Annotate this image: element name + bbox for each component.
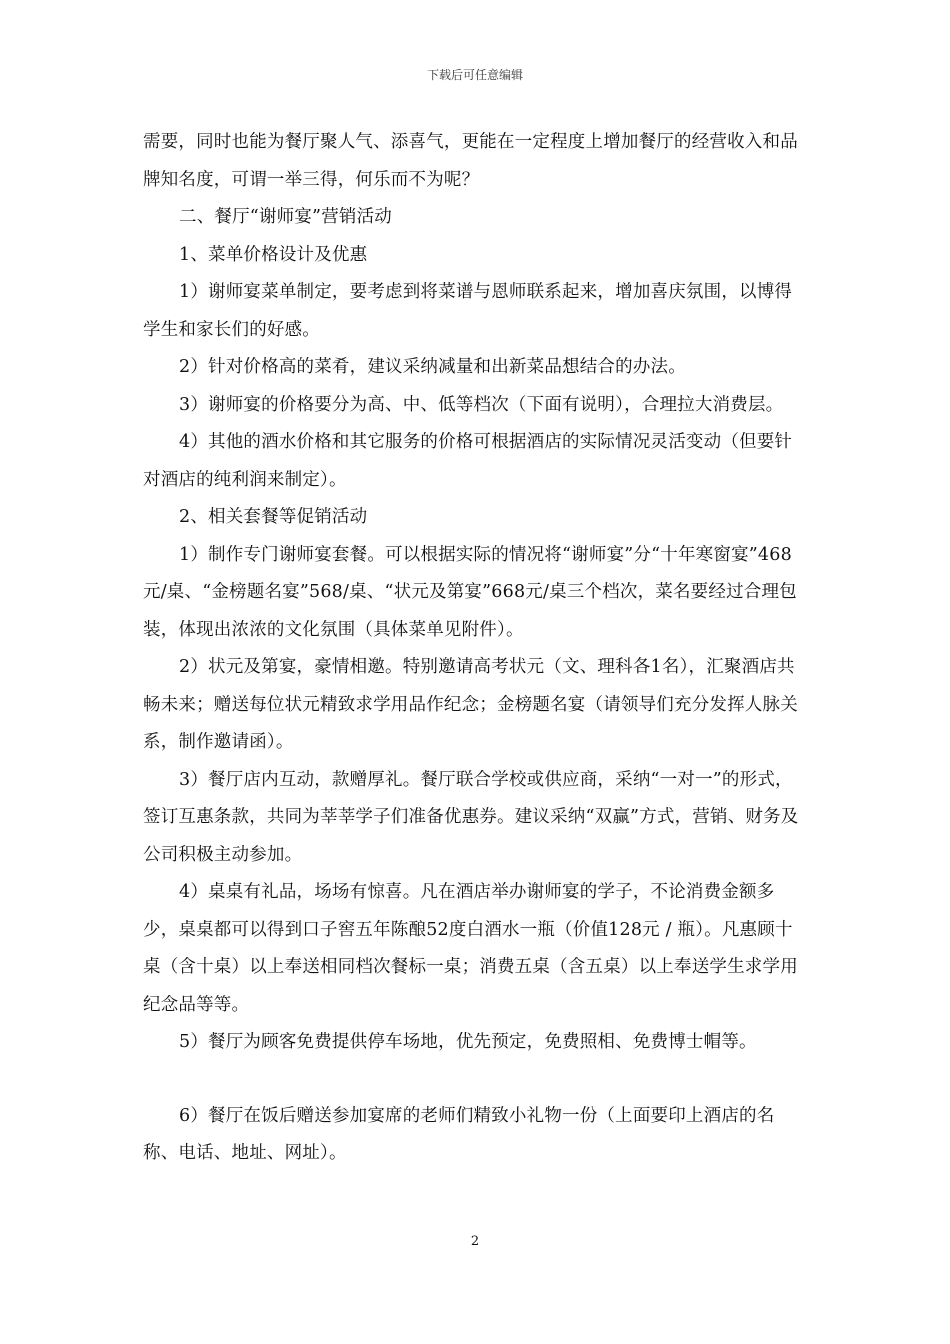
list-item-1-1: 1）谢师宴菜单制定，要考虑到将菜谱与恩师联系起来，增加喜庆氛围，以博得学生和家长们的好感。	[143, 282, 793, 340]
list-item-2-2: 2）状元及第宴，豪情相邀。特别邀请高考状元（文、理科各1名），汇聚酒店共畅未来；赠送每位状元精致求学用品作纪念；金榜题名宴（请领导们充分发挥人脉关系，制作邀请函）。	[143, 657, 798, 752]
list-item-1-2: 2）针对价格高的菜肴，建议采纳减量和出新菜品想结合的办法。	[179, 357, 686, 377]
blank-line	[143, 1062, 807, 1098]
page-header: 下载后可任意编辑	[426, 68, 523, 82]
subsection-heading-1: 1、菜单价格设计及优惠	[179, 244, 368, 265]
list-item-2-6: 6）餐厅在饭后赠送参加宴席的老师们精致小礼物一份（上面要印上酒店的名称、电话、地址、网址）。	[143, 1105, 775, 1163]
list-item-2-1: 1）制作专门谢师宴套餐。可以根据实际的情况将“谢师宴”分“十年寒窗宴”468元/桌、“金榜题名宴”568/桌、“状元及第宴”668元/桌三个档次，菜名要经过合理包装，体现出浓浓的文化氛围（具体菜单见附件）。	[143, 544, 797, 640]
list-item-1-4: 4）其他的酒水价格和其它服务的价格可根据酒店的实际情况灵活变动（但要针对酒店的纯利润来制定）。	[143, 432, 793, 490]
list-item-2-5: 5）餐厅为顾客免费提供停车场地，优先预定，免费照相、免费博士帽等。	[179, 1032, 757, 1052]
paragraph-continuation: 需要，同时也能为餐厅聚人气、添喜气，更能在一定程度上增加餐厅的经营收入和品牌知名度，可谓一举三得，何乐而不为呢？	[143, 132, 798, 190]
list-item-2-4: 4）桌桌有礼品，场场有惊喜。凡在酒店举办谢师宴的学子，不论消费金额多少，桌桌都可以得到口子窖五年陈酿52度白酒水一瓶（价值128元 / 瓶）。凡惠顾十桌（含十桌）以上奉送相同档次餐标一桌；消费五桌（含五桌）以上奉送学生求学用纪念品等等。	[143, 882, 798, 1015]
section-heading-2: 二、餐厅“谢师宴”营销活动	[179, 207, 392, 227]
list-item-2-3: 3）餐厅店内互动，款赠厚礼。餐厅联合学校或供应商，采纳“一对一”的形式，签订互惠条款，共同为莘莘学子们准备优惠券。建议采纳“双赢”方式，营销、财务及公司积极主动参加。	[143, 769, 799, 865]
page-number: 2	[470, 1234, 480, 1249]
subsection-heading-2: 2、相关套餐等促销活动	[179, 507, 368, 527]
list-item-1-3: 3）谢师宴的价格要分为高、中、低等档次（下面有说明），合理拉大消费层。	[179, 394, 784, 415]
document-body	[143, 124, 807, 1173]
